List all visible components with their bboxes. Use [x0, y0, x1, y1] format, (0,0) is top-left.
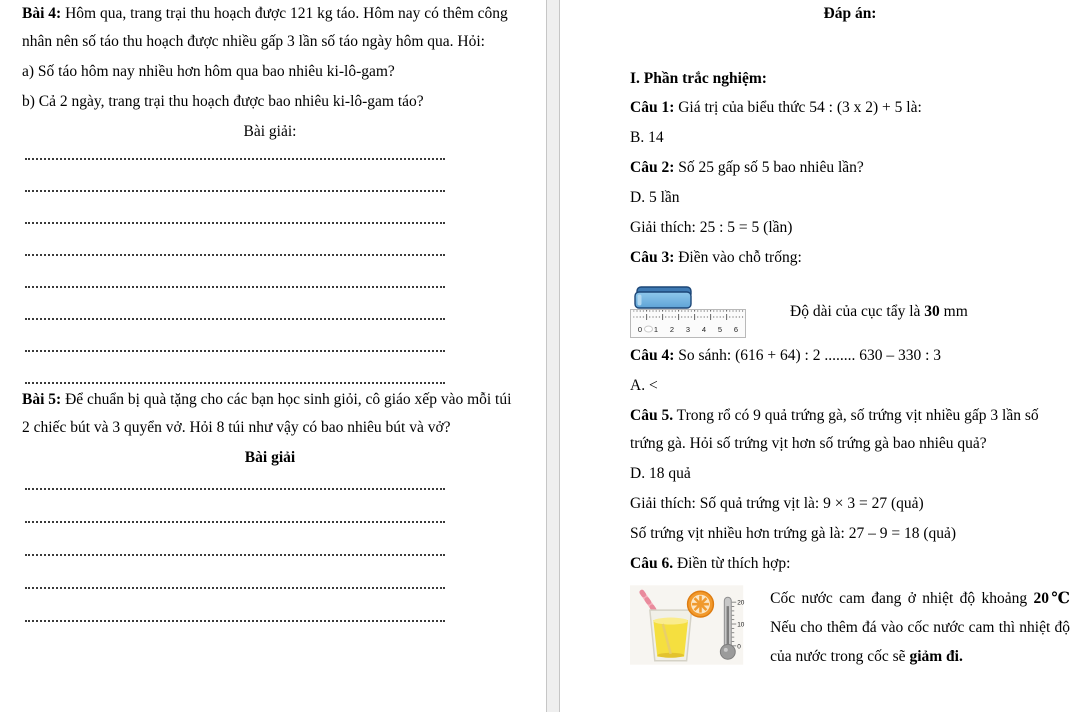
cau4-question: Câu 4: So sánh: (616 + 64) : 2 ........ 630 – 330 : 3 — [630, 347, 942, 364]
section-multiple-choice: I. Phần trắc nghiệm: — [630, 70, 767, 87]
cau3-caption: Độ dài của cục tẩy là 30 mm — [790, 303, 968, 320]
bai5-solution-heading: Bài giải — [244, 449, 296, 466]
juice-thermometer-illustration — [630, 584, 745, 666]
bai4-label: Bài 4: — [22, 5, 62, 22]
ruler-tick-1: 1 — [653, 325, 659, 334]
answer-line — [25, 589, 445, 622]
ruler-tick-6: 6 — [733, 325, 739, 334]
answer-line — [25, 490, 445, 523]
cau6-figure-row — [630, 584, 1070, 666]
cau3-question: Câu 3: Điền vào chỗ trống: — [630, 249, 802, 266]
cau6-question: Câu 6. Điền từ thích hợp: — [630, 555, 791, 572]
answer-line — [25, 160, 445, 192]
bai5-label: Bài 5: — [22, 391, 62, 408]
ruler-tick-2: 2 — [669, 325, 675, 334]
bai4-solution-heading: Bài giải: — [243, 123, 297, 140]
answer-line — [25, 146, 445, 160]
answer-line — [25, 224, 445, 256]
cau1-answer: B. 14 — [630, 129, 664, 146]
page-right[interactable] — [560, 0, 1092, 712]
ruler-tick-4: 4 — [701, 325, 707, 334]
thermo-label-20: 20 — [737, 599, 745, 607]
bai4-answer-lines — [22, 146, 518, 384]
ruler-tick-0: 0 — [637, 325, 643, 334]
cau2-explanation: Giải thích: 25 : 5 = 5 (lần) — [630, 219, 793, 236]
thermo-label-0: 0 — [737, 643, 741, 651]
bai5-answer-lines — [22, 472, 518, 622]
cau3-figure-row — [630, 284, 1070, 340]
cau4-answer: A. < — [630, 377, 658, 394]
orange-slice-icon — [688, 591, 714, 617]
bai4-text: Hôm qua, trang trại thu hoạch được 121 kg táo. Hôm nay có thêm công nhân nên số táo thu hoạch được nhiều gấp 3 lần số táo ngày hôm qua. Hỏi: — [22, 5, 508, 50]
answer-line — [25, 320, 445, 352]
thermo-label-10: 10 — [737, 621, 745, 629]
answer-line — [25, 352, 445, 384]
ruler-tick-3: 3 — [685, 325, 691, 334]
cau5-answer: D. 18 quả — [630, 465, 691, 482]
page-gap — [546, 0, 560, 712]
answer-line — [25, 556, 445, 589]
answer-line — [25, 192, 445, 224]
cau5-explanation-1: Giải thích: Số quả trứng vịt là: 9 × 3 = 27 (quả) — [630, 495, 924, 512]
bai5-text: Để chuẩn bị quà tặng cho các bạn học sinh giỏi, cô giáo xếp vào mỗi túi 2 chiếc bút và 3 quyển vở. Hỏi 8 túi như vậy có bao nhiêu bút và vở? — [22, 391, 512, 436]
answers-title: Đáp án: — [823, 5, 877, 22]
bai4-question-a: a) Số táo hôm nay nhiều hơn hôm qua bao nhiêu ki-lô-gam? — [22, 63, 395, 80]
cau2-answer: D. 5 lần — [630, 189, 680, 206]
answer-line — [25, 523, 445, 556]
bai4-problem — [22, 0, 518, 56]
answer-line — [25, 288, 445, 320]
cau5-explanation-2: Số trứng vịt nhiều hơn trứng gà là: 27 – 9 = 18 (quả) — [630, 525, 957, 542]
bai5-problem — [22, 386, 518, 442]
answer-line — [25, 472, 445, 490]
cau1-question: Câu 1: Giá trị của biểu thức 54 : (3 x 2) + 5 là: — [630, 99, 922, 116]
eraser-ruler-illustration — [630, 284, 748, 340]
bai4-question-b: b) Cả 2 ngày, trang trại thu hoạch được bao nhiêu ki-lô-gam táo? — [22, 93, 424, 110]
ruler-tick-5: 5 — [717, 325, 723, 334]
answer-line — [25, 256, 445, 288]
cau5-question: Câu 5. Trong rổ có 9 quả trứng gà, số trứng vịt nhiều gấp 3 lần số trứng gà. Hỏi số trứng vịt hơn số trứng gà bao nhiêu quả? — [630, 407, 1039, 452]
cau2-question: Câu 2: Số 25 gấp số 5 bao nhiêu lần? — [630, 159, 864, 176]
cau6-caption: Cốc nước cam đang ở nhiệt độ khoảng 20℃ Nếu cho thêm đá vào cốc nước cam thì nhiệt độ của nước trong cốc sẽ giảm đi. — [770, 590, 1070, 665]
